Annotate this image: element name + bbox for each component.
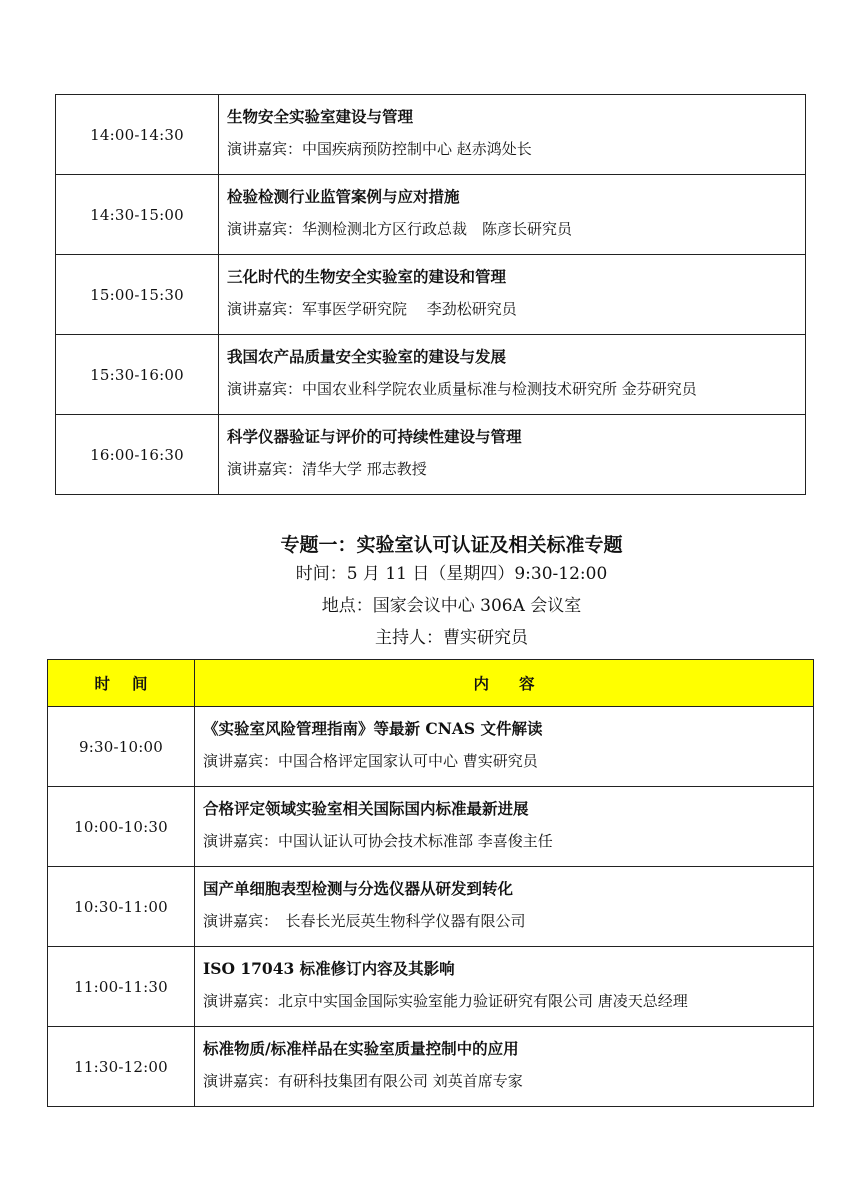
afternoon-schedule-table [55, 94, 806, 495]
talk-topic: 国产单细胞表型检测与分选仪器从研发到转化 [203, 879, 514, 898]
time-slot: 14:00-14:30 [56, 95, 219, 175]
time-slot: 9:30-10:00 [48, 707, 195, 787]
header-time [48, 660, 195, 707]
time-slot: 11:00-11:30 [48, 947, 195, 1027]
talk-speaker: 演讲嘉宾：中国认证认可协会技术标准部 李喜俊主任 [203, 832, 553, 850]
talk-speaker: 演讲嘉宾：军事医学研究院 李劲松研究员 [227, 300, 517, 318]
talk-topic: 检验检测行业监管案例与应对措施 [227, 187, 460, 206]
time-slot: 10:30-11:00 [48, 867, 195, 947]
schedule-row [56, 335, 806, 415]
header-content [195, 660, 814, 707]
header-time-label: 时间 [94, 674, 170, 693]
schedule-row [48, 947, 814, 1027]
talk-cell [195, 867, 814, 947]
talk-cell [219, 255, 806, 335]
time-slot: 16:00-16:30 [56, 415, 219, 495]
talk-topic: 生物安全实验室建设与管理 [227, 107, 414, 126]
time-slot: 15:00-15:30 [56, 255, 219, 335]
talk-cell [219, 335, 806, 415]
session-host: 主持人：曹实研究员 [375, 628, 528, 648]
talk-cell [195, 1027, 814, 1107]
schedule-row [48, 867, 814, 947]
talk-speaker: 演讲嘉宾：中国农业科学院农业质量标准与检测技术研究所 金芬研究员 [227, 380, 697, 398]
session-info [0, 532, 849, 654]
talk-topic: 《实验室风险管理指南》等最新 CNAS 文件解读 [203, 719, 543, 738]
talk-cell [219, 175, 806, 255]
time-slot: 15:30-16:00 [56, 335, 219, 415]
talk-topic: 科学仪器验证与评价的可持续性建设与管理 [227, 427, 522, 446]
talk-topic: ISO 17043 标准修订内容及其影响 [203, 959, 455, 978]
talk-cell [219, 95, 806, 175]
header-content-label: 内容 [473, 674, 565, 693]
session-schedule-table [47, 659, 814, 1107]
talk-speaker: 演讲嘉宾：北京中实国金国际实验室能力验证研究有限公司 唐凌天总经理 [203, 992, 688, 1010]
talk-speaker: 演讲嘉宾：有研科技集团有限公司 刘英首席专家 [203, 1072, 523, 1090]
schedule-row [56, 415, 806, 495]
talk-cell [195, 787, 814, 867]
session-time: 时间：5 月 11 日（星期四）9:30-12:00 [295, 564, 608, 584]
schedule-row [56, 255, 806, 335]
talk-speaker: 演讲嘉宾：清华大学 邢志教授 [227, 460, 427, 478]
session-title: 专题一：实验室认可认证及相关标准专题 [280, 534, 623, 556]
session-location: 地点：国家会议中心 306A 会议室 [321, 596, 582, 616]
schedule-row [56, 95, 806, 175]
talk-speaker: 演讲嘉宾： 长春长光辰英生物科学仪器有限公司 [203, 912, 526, 930]
table-header-row [48, 660, 814, 707]
time-slot: 10:00-10:30 [48, 787, 195, 867]
schedule-row [56, 175, 806, 255]
time-slot: 14:30-15:00 [56, 175, 219, 255]
talk-topic: 标准物质/标准样品在实验室质量控制中的应用 [203, 1039, 519, 1058]
talk-topic: 我国农产品质量安全实验室的建设与发展 [227, 347, 507, 366]
talk-cell [219, 415, 806, 495]
talk-cell [195, 707, 814, 787]
schedule-row [48, 1027, 814, 1107]
talk-topic: 合格评定领域实验室相关国际国内标准最新进展 [203, 799, 529, 818]
schedule-row [48, 787, 814, 867]
schedule-row [48, 707, 814, 787]
talk-speaker: 演讲嘉宾：中国疾病预防控制中心 赵赤鸿处长 [227, 140, 532, 158]
talk-cell [195, 947, 814, 1027]
talk-speaker: 演讲嘉宾：中国合格评定国家认可中心 曹实研究员 [203, 752, 538, 770]
time-slot: 11:30-12:00 [48, 1027, 195, 1107]
talk-topic: 三化时代的生物安全实验室的建设和管理 [227, 267, 507, 286]
talk-speaker: 演讲嘉宾：华测检测北方区行政总裁 陈彦长研究员 [227, 220, 573, 238]
